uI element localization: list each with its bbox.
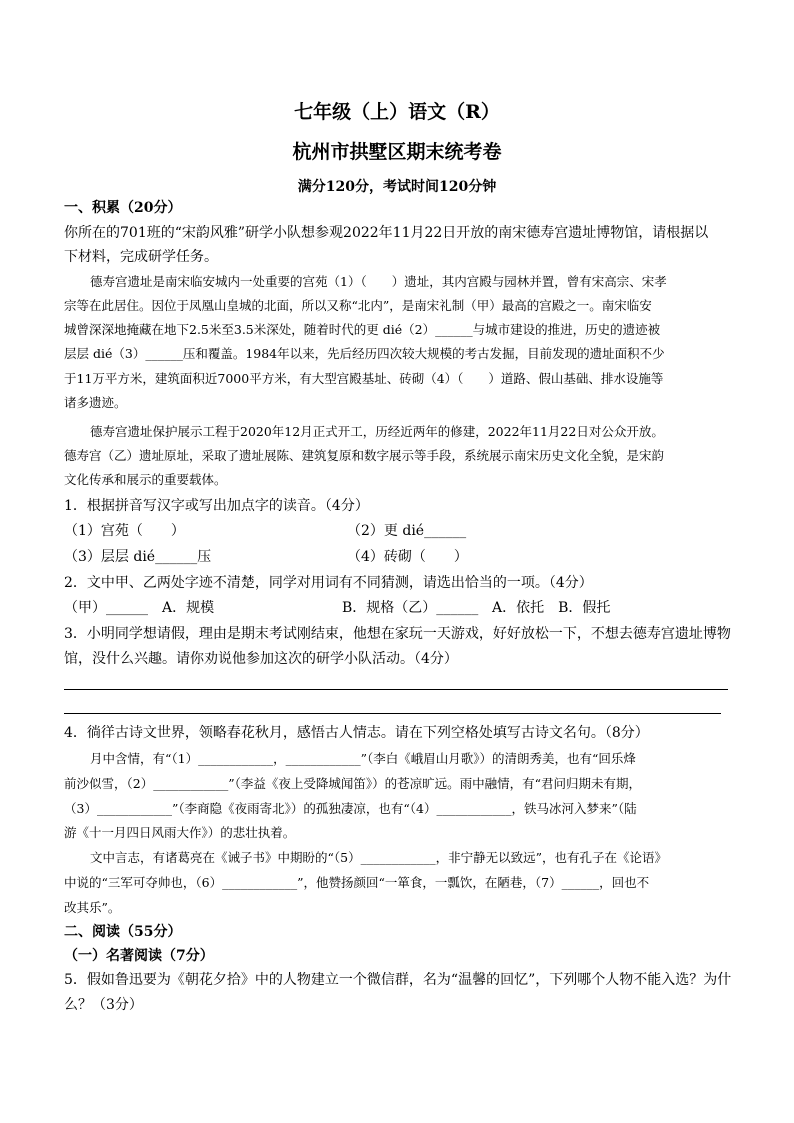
q5-stem-line-2: 么？（3分）: [64, 997, 143, 1013]
q4-line-1: 月中含情，有“（1）____________，____________”（李白《峨眉山月歌》）的清朗秀美，也有“回乐烽: [90, 751, 636, 766]
q2-option-1: （甲）______ A．规模: [64, 600, 215, 616]
q5-stem-line-1: 5．假如鲁迅要为《朝花夕拾》中的人物建立一个微信群，名为“温馨的回忆”，下列哪个人物不能入选？为什: [64, 972, 732, 988]
exam-subtitle: 杭州市拱墅区期末统考卷: [292, 141, 502, 163]
q1-item-1: （1）宫苑（ ）: [64, 523, 185, 539]
q2-option-2: B．规格（乙）______: [342, 600, 479, 616]
q1-item-2: （2）更 dié______: [347, 523, 467, 539]
intro-line-2: 下材料，完成研学任务。: [64, 249, 218, 265]
q4-line-6: 中说的“三军可夺帅也，（6）____________”，他赞扬颜回“一箪食，一瓢饮，在陋巷，（7）______，回也不: [64, 875, 650, 890]
q4-line-4: 游《十一月四日风雨大作》）的悲壮执着。: [64, 825, 296, 840]
passage-line-3: 城曾深深地掩藏在地下2.5米至3.5米深处，随着时代的更 dié（2）______与城市建设的推进，历史的遗迹被: [64, 322, 661, 337]
section2-subheading: （一）名著阅读（7分）: [64, 948, 214, 964]
passage-line-9: 文化传承和展示的重要载体。: [64, 472, 227, 487]
q1-stem: 1．根据拼音写汉字或写出加点字的读音。（4分）: [64, 498, 369, 514]
q4-stem: 4．徜徉古诗文世界，领略春花秋月，感悟古人情志。请在下列空格处填写古诗文名句。（8分）: [64, 725, 649, 741]
q2-stem: 2．文中甲、乙两处字迹不清楚，同学对用词有不同猜测，请选出恰当的一项。（4分）: [64, 575, 593, 591]
section2-heading: 二、阅读（55分）: [64, 924, 182, 940]
q4-line-2: 前沙似雪，（2）____________”（李益《夜上受降城闻笛》）的苍凉旷远。雨中融情，有“君问归期未有期，: [64, 776, 641, 791]
q2-option-3: A．依托 B．假托: [492, 600, 611, 616]
exam-title: 七年级（上）语文（R）: [294, 101, 500, 123]
q4-line-3: （3）____________”（李商隐《夜雨寄北》）的孤独凄凉，也有“（4）____________，铁马冰河入梦来”（陆: [64, 801, 637, 816]
passage-line-8: 德寿宫（乙）遗址原址，采取了遗址展陈、建筑复原和数字展示等手段，系统展示南宋历史文化全貌，是宋韵: [64, 448, 665, 463]
intro-line-1: 你所在的701班的“宋韵风雅”研学小队想参观2022年11月22日开放的南宋德寿宫遗址博物馆，请根据以: [64, 225, 709, 241]
q3-stem-line-1: 3．小明同学想请假，理由是期末考试刚结束，他想在家玩一天游戏，好好放松一下，不想去德寿宫遗址博物: [64, 626, 731, 642]
answer-line-2: [64, 713, 721, 714]
q3-stem-line-2: 馆，没什么兴趣。请你劝说他参加这次的研学小队活动。（4分）: [64, 651, 458, 667]
section1-heading: 一、积累（20分）: [64, 200, 182, 216]
passage-line-5: 于11万平方米，建筑面积近7000平方米，有大型宫殿基址、砖砌（4）（ ）道路、假山基础、排水设施等: [64, 371, 664, 386]
passage-line-7: 德寿宫遗址保护展示工程于2020年12月正式开工，历经近两年的修建，2022年11月22日对公众开放。: [90, 424, 664, 439]
passage-line-2: 宗等在此居住。因位于凤凰山皇城的北面，所以又称“北内”，是南宋礼制（甲）最高的宫殿之一。南宋临安: [64, 298, 652, 313]
q4-line-5: 文中言志，有诸葛亮在《诫子书》中期盼的“（5）____________，非宁静无以致远”，也有孔子在《论语》: [90, 850, 667, 865]
q4-line-7: 改其乐”。: [64, 900, 121, 915]
q1-item-3: （3）层层 dié______压: [64, 549, 212, 565]
passage-line-1: 德寿宫遗址是南宋临安城内一处重要的宫苑（1）（ ）遗址，其内宫殿与园林并置，曾有宋高宗、宋孝: [90, 274, 667, 289]
answer-line-1: [64, 689, 728, 690]
score-info: 满分120分，考试时间120分钟: [297, 179, 497, 195]
passage-line-4: 层层 dié（3）______压和覆盖。1984年以来，先后经历四次较大规模的考古发掘，目前发现的遗址面积不少: [64, 346, 665, 361]
passage-line-6: 诸多遗迹。: [64, 395, 127, 410]
q1-item-4: （4）砖砌（ ）: [347, 549, 468, 565]
